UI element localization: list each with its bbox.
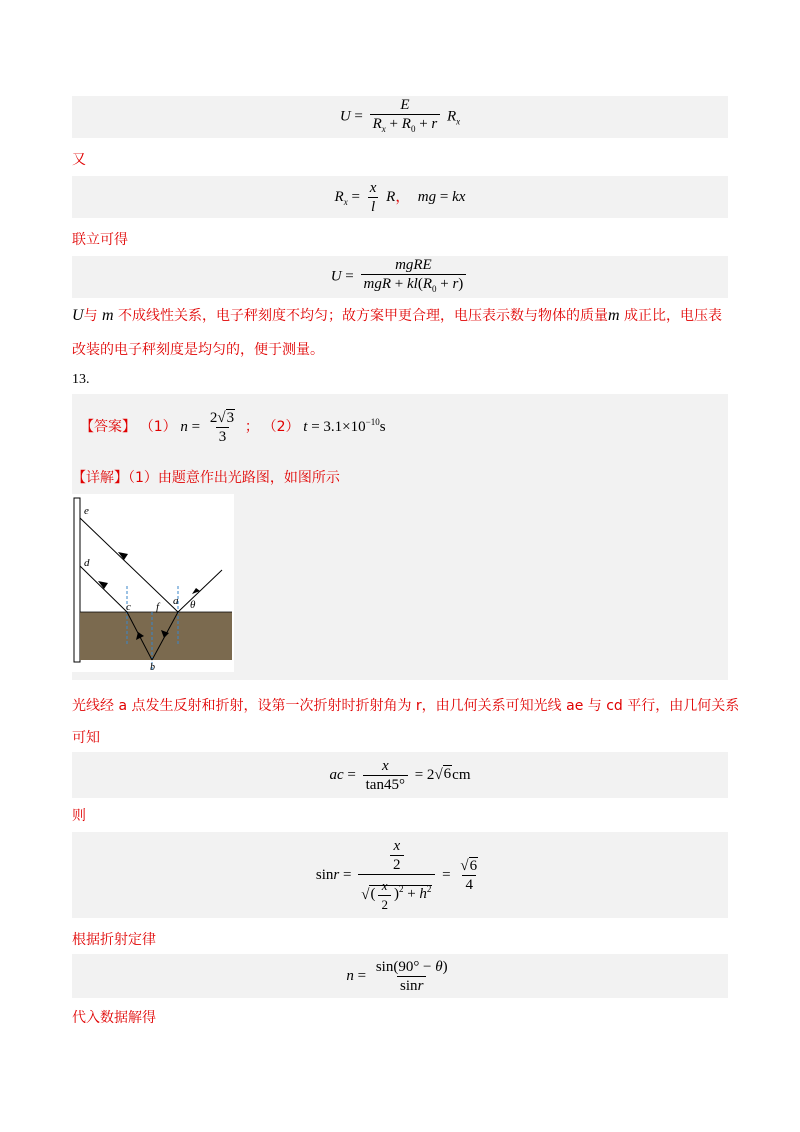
equation-sinr: sinr = $\frac{x}{2}$ √( $\frac{x}{2}$ )$^2 + h^2$ = $\frac{√6}{4}$ bbox=[315, 837, 478, 912]
wall bbox=[74, 498, 80, 662]
equation-refraction-law: n = $\frac{\sin(90^\circ - \theta)}{\sin r}$ bbox=[346, 958, 448, 994]
text-you: 又 bbox=[72, 152, 86, 168]
label-d: d bbox=[84, 557, 90, 569]
paragraph-geometry-line2: 可知 bbox=[72, 730, 100, 746]
equation-block-n bbox=[72, 954, 728, 998]
equation-block-1 bbox=[72, 96, 728, 138]
equation-block-2 bbox=[72, 176, 728, 218]
equation-block-sinr bbox=[72, 832, 728, 918]
paragraph-conclusion-line2: 改装的电子秤刻度是均匀的，便于测量。 bbox=[72, 342, 324, 358]
equation-block-ac bbox=[72, 752, 728, 798]
equation-voltage-mass: U = $\frac{\text{mgRE}}{mgR + kl(R_0 + r)}$ bbox=[331, 257, 470, 297]
answer-block bbox=[72, 394, 728, 460]
equation-block-3 bbox=[72, 256, 728, 298]
text-lianli: 联立可得 bbox=[72, 232, 128, 248]
paragraph-conclusion-line1: U与 m 不成线性关系，电子秤刻度不均匀；故方案甲更合理，电压表示数与物体的质量m 成正比，电压表 bbox=[72, 307, 723, 324]
equation-voltage-divider: U = $\frac{E}{R_x + R_0 + r}$ $R_x$ bbox=[340, 97, 460, 137]
label-f: f bbox=[156, 601, 160, 613]
label-c: c bbox=[126, 601, 131, 613]
detail-line: 【详解】（1）由题意作出光路图，如图所示 bbox=[72, 470, 340, 486]
label-a: a bbox=[173, 595, 179, 607]
text-dairu: 代入数据解得 bbox=[72, 1010, 156, 1026]
text-genju: 根据折射定律 bbox=[72, 932, 156, 948]
answer-tag: 【答案】 bbox=[80, 418, 136, 435]
question-number: 13. bbox=[72, 372, 90, 387]
label-e: e bbox=[84, 505, 89, 517]
label-theta: θ bbox=[190, 599, 196, 611]
equation-ac: ac = $\frac{x}{\tan 45^\circ}$ = 2√6cm bbox=[329, 757, 471, 793]
text-ze: 则 bbox=[72, 808, 86, 824]
light-path-diagram bbox=[72, 494, 234, 672]
detail-tag: 【详解】 bbox=[72, 470, 128, 486]
answer-line: 【答案】 （1） n = $\frac{2√3}{3}$ ； （2） $t = 3.1\times 10^{-10}s$ bbox=[80, 409, 386, 445]
equation-resistance-relation: $R_x$ = $\frac{x}{l}$ R， mg = kx bbox=[334, 179, 466, 215]
paragraph-geometry-line1: 光线经 a 点发生反射和折射，设第一次折射时折射角为 r，由几何关系可知光线 ae 与 cd 平行，由几何关系 bbox=[72, 698, 740, 714]
label-b: b bbox=[150, 662, 155, 672]
